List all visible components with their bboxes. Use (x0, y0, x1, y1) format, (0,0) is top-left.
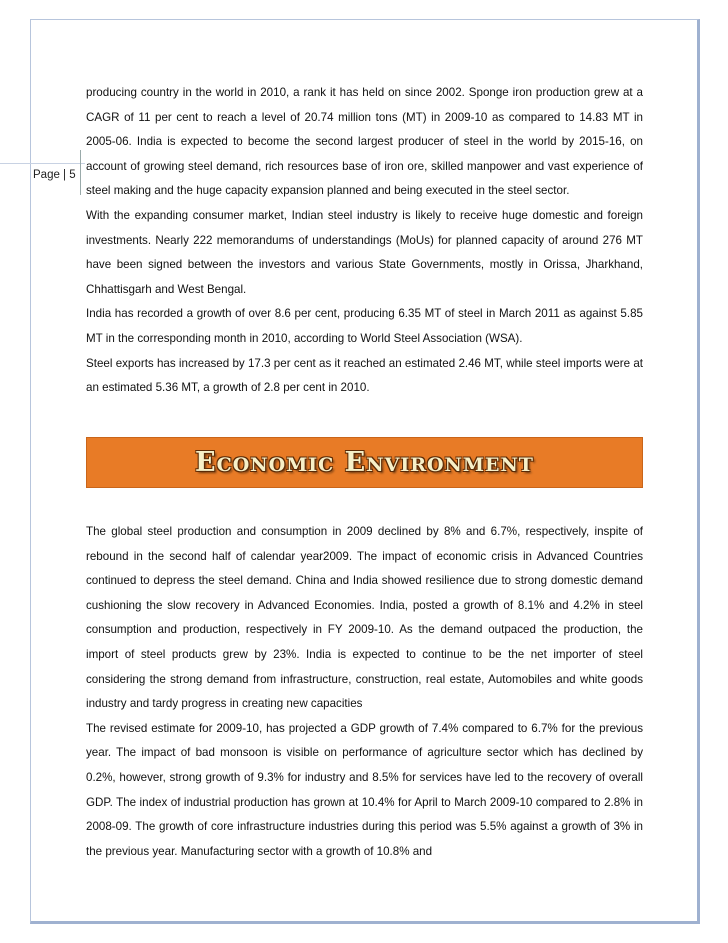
margin-rule (0, 163, 85, 164)
paragraph: With the expanding consumer market, Indian steel industry is likely to receive huge domestic and foreign investments. Nearly 222 memorandums of understandings (MoUs) for planned capacity of around 276 MT have been signed between the investors and various State Governments, mostly in Orissa, Jharkhand, Chhattisgarh and West Bengal. (86, 208, 643, 296)
section-heading: Economic Environment (195, 447, 534, 478)
paragraph: The global steel production and consumption in 2009 declined by 8% and 6.7%, respectively, inspite of rebound in the second half of calendar year2009. The impact of economic crisis in Advanced Countries continued to depress the steel demand. China and India showed resilience due to strong domestic demand cushioning the slow recovery in Advanced Economies. India, posted a growth of 8.1% and 4.2% in steel consumption and production, respectively in FY 2009-10. As the demand outpaced the production, the import of steel products grew by 23%. India is expected to continue to be the net importer of steel considering the strong demand from infrastructure, construction, real estate, Automobiles and white goods industry and tardy progress in creating new capacities (86, 525, 643, 711)
page-number: Page | 5 (33, 169, 76, 181)
paragraph: producing country in the world in 2010, a rank it has held on since 2002. Sponge iron production grew at a CAGR of 11 per cent to reach a level of 20.74 million tons (MT) in 2009-10 as compared to 14.83 MT in 2005-06. India is expected to become the second largest producer of steel in the world by 2015-16, on account of growing steel demand, rich resources base of iron ore, skilled manpower and vast experience of steel making and the huge capacity expansion planned and being executed in the steel sector. (86, 86, 643, 198)
paragraph: The revised estimate for 2009-10, has projected a GDP growth of 7.4% compared to 6.7% for the previous year. The impact of bad monsoon is visible on performance of agriculture sector which has declined by 0.2%, however, strong growth of 9.3% for industry and 8.5% for services have led to the recovery of overall GDP. The index of industrial production has grown at 10.4% for April to March 2009-10 compared to 2.8% in 2008-09. The growth of core infrastructure industries during this period was 5.5% against a growth of 3% in the previous year. Manufacturing sector with a growth of 10.8% and (86, 721, 643, 858)
section-heading-banner (86, 437, 643, 488)
paragraph: Steel exports has increased by 17.3 per cent as it reached an estimated 2.46 MT, while steel imports were at an estimated 5.36 MT, a growth of 2.8 per cent in 2010. (86, 356, 643, 395)
page-number-divider (80, 150, 81, 195)
paragraph: India has recorded a growth of over 8.6 per cent, producing 6.35 MT of steel in March 2011 as against 5.85 MT in the corresponding month in 2010, according to World Steel Association (WSA). (86, 307, 643, 345)
body-section-2 (86, 520, 643, 864)
body-section-1 (86, 81, 643, 401)
